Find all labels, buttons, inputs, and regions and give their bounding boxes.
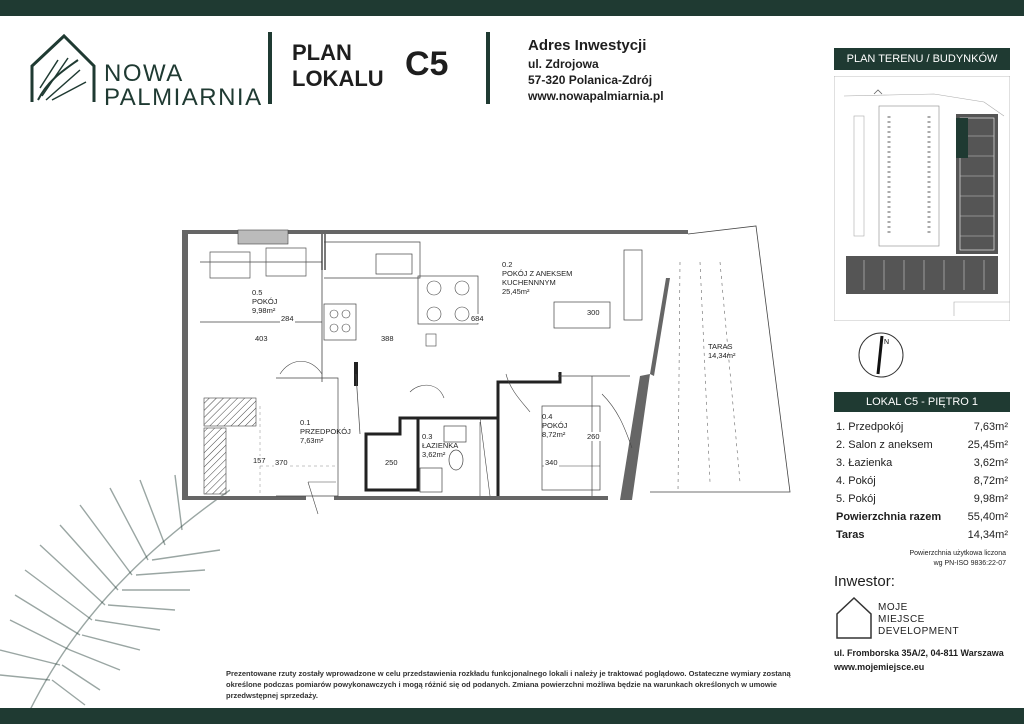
palm-house-icon [28,30,98,106]
plan-title-line2: LOKALU [292,66,384,91]
address-url[interactable]: www.nowapalmiarnia.pl [528,89,664,103]
unit-heading: LOKAL C5 - PIĘTRO 1 [834,392,1010,412]
dimension-label: 684 [471,314,484,323]
plan-title [292,40,384,92]
divider [268,32,272,104]
area-note [834,549,1006,569]
room-label [708,342,736,360]
room-area: 9,98m² [973,493,1008,505]
developer-name-line2: MIEJSCE [878,614,925,625]
divider [486,32,490,104]
dimension-label: 284 [281,314,294,323]
room-row [836,418,1008,436]
room-label [542,412,567,439]
dimension-label: 300 [587,308,600,317]
site-plan-heading: PLAN TERENU / BUDYNKÓW [834,48,1010,70]
developer-url[interactable]: www.mojemiejsce.eu [834,662,925,672]
room-number: 0.4 [542,412,553,421]
dimension-label: 403 [255,334,268,343]
room-label [252,288,277,315]
developer-logo [834,594,1014,644]
room-name: 4. Pokój [836,475,876,487]
room-area: 14,34m² [708,351,736,360]
dimension-label: 157 [253,456,266,465]
developer-name-line1: MOJE [878,602,908,613]
investment-address [528,36,664,104]
room-area: 3,62m² [422,450,446,459]
dimension-label: 388 [381,334,394,343]
room-label [300,418,351,445]
terrace-value: 14,34m² [967,529,1008,541]
area-note-line1: Powierzchnia użytkowa liczona [909,550,1006,557]
room-row [836,490,1008,508]
room-row [836,436,1008,454]
developer-name-line3: DEVELOPMENT [878,626,960,637]
bottom-band [0,708,1024,724]
terrace-label: Taras [836,529,865,541]
window [238,230,288,244]
room-area: 8,72m² [542,430,566,439]
room-name: ŁAZIENKA [422,441,459,450]
room-number: 0.5 [252,288,263,297]
room-area: 7,63m² [300,436,324,445]
terrace-row [836,526,1008,544]
brand-name-line1: NOWA [104,60,184,87]
floor-plan-drawing [180,222,805,524]
address-city: 57-320 Polanica-Zdrój [528,73,653,87]
house-icon [834,594,874,640]
unit-code: C5 [405,45,449,83]
total-label: Powierzchnia razem [836,511,942,523]
room-row [836,454,1008,472]
svg-text:N: N [884,339,890,346]
top-band [0,0,1024,16]
dimension-label: 260 [587,432,600,441]
room-name: POKÓJ [252,297,278,306]
developer-contact [834,646,1004,674]
room-label [502,260,572,296]
room-area: 25,45m² [967,439,1008,451]
room-name: 5. Pokój [836,493,876,505]
developer-address: ul. Fromborska 35A/2, 04-811 Warszawa [834,648,1004,658]
dimension-label: 370 [275,458,288,467]
plan-title-line1: PLAN [292,40,352,65]
floor-plan [180,222,805,524]
room-name: POKÓJ Z ANEKSEM [502,269,573,278]
area-note-line2: wg PN-ISO 9836:22-07 [933,560,1006,567]
dimension-label: 250 [385,458,398,467]
room-name: POKÓJ [542,421,568,430]
room-row [836,472,1008,490]
room-area: 9,98m² [252,306,276,315]
room-name: 1. Przedpokój [836,421,904,433]
brand-logo [28,30,263,111]
room-area: 3,62m² [973,457,1008,469]
brand-name-line2: PALMIARNIA [104,84,263,111]
address-heading: Adres Inwestycji [528,37,647,54]
room-name: TARAS [708,342,733,351]
room-name-line2: KUCHENNNYM [502,278,556,287]
room-area: 8,72m² [973,475,1008,487]
room-list [836,418,1008,544]
room-area: 7,63m² [973,421,1008,433]
dimension-label: 340 [545,458,558,467]
room-label [422,432,458,459]
total-row [836,508,1008,526]
disclaimer: Prezentowane rzuty zostały wprowadzone w celu przedstawienia rozkładu funkcjonalnego lokali i należy je traktować poglądowo. Ostateczne wymiary zostaną określone podczas pomiarów powykonawczych i mogą różnić się od podanych. Zmiana powierzchni możliwa będzie na warunkach określonych w umowie przedwstępnej sprzedaży. [226,669,791,700]
room-name: 2. Salon z aneksem [836,439,933,451]
room-number: 0.2 [502,260,513,269]
room-name: 3. Łazienka [836,457,893,469]
address-street: ul. Zdrojowa [528,57,599,71]
north-arrow-icon [856,330,906,380]
total-value: 55,40m² [967,511,1008,523]
room-number: 0.3 [422,432,433,441]
investor-label: Inwestor: [834,573,895,590]
room-area: 25,45m² [502,287,530,296]
room-number: 0.1 [300,418,311,427]
room-name: PRZEDPOKÓJ [300,427,351,436]
site-plan-map [834,76,1010,321]
